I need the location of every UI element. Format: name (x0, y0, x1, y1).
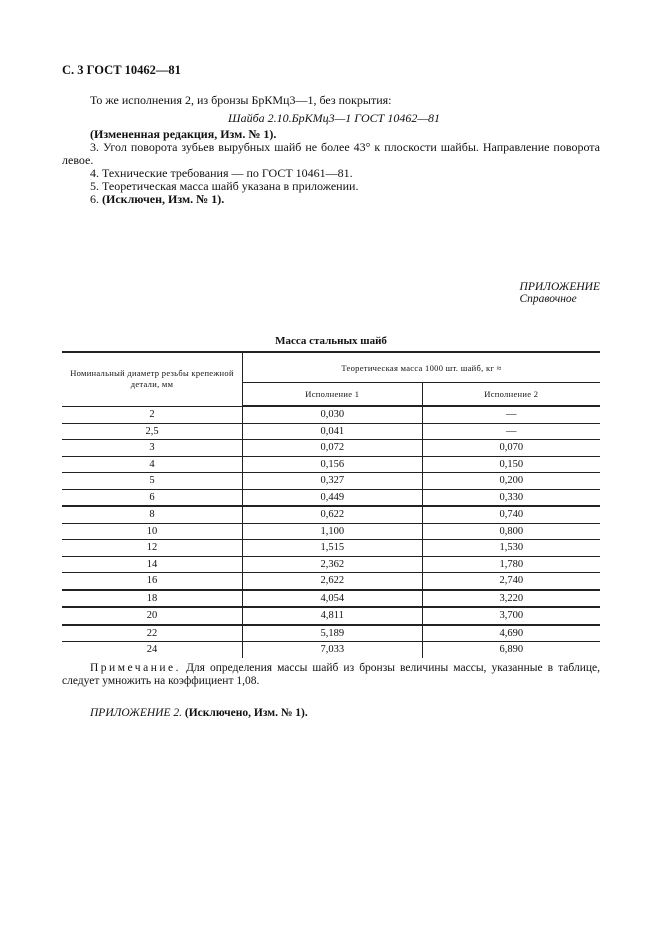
cell-diameter: 16 (62, 573, 243, 590)
cell-mass-1: 2,362 (243, 556, 423, 573)
cell-mass-2: 3,220 (422, 590, 600, 608)
cell-diameter: 2,5 (62, 423, 243, 440)
cell-mass-1: 5,189 (243, 625, 423, 642)
cell-mass-2: 1,780 (422, 556, 600, 573)
item-6-text: (Исключен, Изм. № 1). (102, 192, 225, 206)
table-row (62, 456, 600, 473)
page-header: С. 3 ГОСТ 10462—81 (62, 63, 181, 77)
appendix-title: ПРИЛОЖЕНИЕ (519, 281, 600, 293)
table-row (62, 506, 600, 523)
cell-diameter: 6 (62, 489, 243, 506)
cell-mass-1: 0,449 (243, 489, 423, 506)
cell-diameter: 8 (62, 506, 243, 523)
note-label: Примечание. (90, 662, 181, 674)
table-row (62, 473, 600, 490)
table-row (62, 556, 600, 573)
cell-diameter: 5 (62, 473, 243, 490)
table-row (62, 573, 600, 590)
cell-mass-1: 4,054 (243, 590, 423, 608)
cell-mass-1: 0,030 (243, 406, 423, 423)
cell-mass-2: 6,890 (422, 642, 600, 658)
cell-mass-1: 0,156 (243, 456, 423, 473)
cell-mass-1: 4,811 (243, 607, 423, 625)
cell-mass-2: 0,800 (422, 523, 600, 540)
cell-mass-2: 1,530 (422, 540, 600, 557)
cell-mass-2: 0,200 (422, 473, 600, 490)
item-3: 3. Угол поворота зубьев вырубных шайб не более 43° к плоскости шайбы. Направление поворота левое. (62, 140, 600, 167)
table-caption: Масса стальных шайб (275, 335, 387, 347)
col-header-diameter: Номинальный диаметр резьбы крепежной детали, мм (62, 352, 243, 406)
edition-note: (Измененная редакция, Изм. № 1). (90, 127, 277, 141)
table-row (62, 625, 600, 642)
appendix-subtitle: Справочное (519, 293, 577, 305)
table-row (62, 540, 600, 557)
cell-mass-2: 0,740 (422, 506, 600, 523)
cell-diameter: 10 (62, 523, 243, 540)
cell-diameter: 4 (62, 456, 243, 473)
cell-mass-2: 0,150 (422, 456, 600, 473)
table-row (62, 423, 600, 440)
table-row (62, 489, 600, 506)
cell-mass-2: 0,330 (422, 489, 600, 506)
table-note (62, 662, 600, 688)
cell-mass-2: 3,700 (422, 607, 600, 625)
appendix-heading (520, 281, 600, 305)
item-5: 5. Теоретическая масса шайб указана в приложении. (90, 179, 359, 193)
cell-diameter: 18 (62, 590, 243, 608)
cell-diameter: 22 (62, 625, 243, 642)
item-6 (62, 193, 600, 206)
table-row (62, 590, 600, 608)
table-row (62, 642, 600, 658)
cell-mass-2: 4,690 (422, 625, 600, 642)
col-header-variant-1: Исполнение 1 (243, 383, 423, 407)
cell-mass-2: 0,070 (422, 440, 600, 457)
body-line-1: То же исполнения 2, из бронзы БрКМц3—1, без покрытия: (90, 93, 392, 107)
cell-mass-1: 0,622 (243, 506, 423, 523)
item-4: 4. Технические требования — по ГОСТ 10461—81. (90, 166, 353, 180)
item-6-number: 6. (90, 192, 99, 206)
cell-mass-1: 2,622 (243, 573, 423, 590)
cell-diameter: 2 (62, 406, 243, 423)
col-header-variant-2: Исполнение 2 (422, 383, 600, 407)
appendix-2-text: (Исключено, Изм. № 1). (184, 707, 308, 719)
col-header-mass: Теоретическая масса 1000 шт. шайб, кг ≈ (243, 352, 601, 383)
appendix-2-label: ПРИЛОЖЕНИЕ 2. (90, 707, 182, 719)
table-row (62, 607, 600, 625)
cell-diameter: 24 (62, 642, 243, 658)
table-row (62, 523, 600, 540)
table-row (62, 440, 600, 457)
cell-mass-2: — (422, 406, 600, 423)
cell-mass-1: 0,072 (243, 440, 423, 457)
cell-mass-1: 0,041 (243, 423, 423, 440)
table-row (62, 406, 600, 423)
appendix-2-line (90, 707, 308, 719)
cell-diameter: 12 (62, 540, 243, 557)
cell-mass-1: 1,100 (243, 523, 423, 540)
cell-mass-2: 2,740 (422, 573, 600, 590)
mass-table (62, 351, 600, 658)
cell-mass-1: 0,327 (243, 473, 423, 490)
cell-mass-2: — (422, 423, 600, 440)
cell-diameter: 3 (62, 440, 243, 457)
designation-example: Шайба 2.10.БрКМц3—1 ГОСТ 10462—81 (228, 111, 440, 125)
cell-diameter: 14 (62, 556, 243, 573)
cell-mass-1: 7,033 (243, 642, 423, 658)
note-text: Для определения массы шайб из бронзы величины массы, указанные в таблице, следует умножить на коэффициент 1,08. (62, 662, 600, 687)
cell-diameter: 20 (62, 607, 243, 625)
cell-mass-1: 1,515 (243, 540, 423, 557)
